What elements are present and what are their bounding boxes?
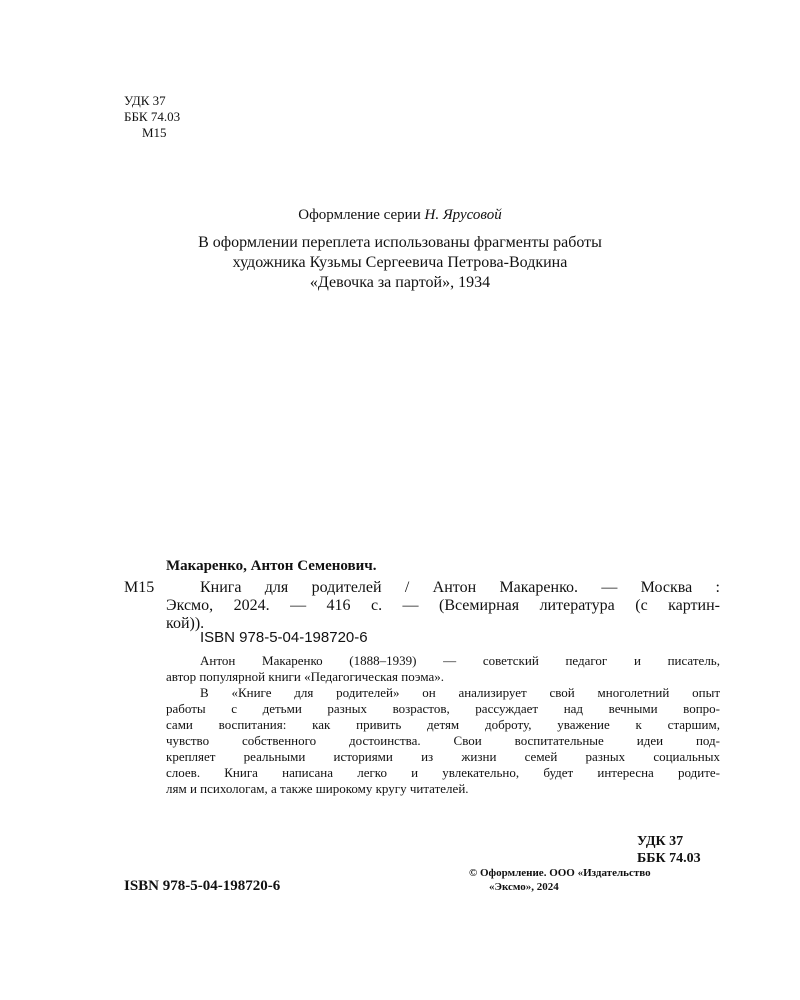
footer-classification-codes [637,833,701,867]
annotation-line: автор популярной книги «Педагогическая поэма». [166,669,445,684]
annotation-line: слоев. Книга написана легко и увлекательно, будет интересна родите- [166,765,720,780]
cover-note-line: художника Кузьмы Сергеевича Петрова-Водкина [232,254,568,271]
cover-note-line: В оформлении переплета использованы фрагменты работы [198,234,602,251]
copyright-line: © Оформление. ООО «Издательство [469,867,651,879]
series-design-label: Оформление серии [298,207,425,223]
description-line: Книга для родителей / Антон Макаренко. — Москва : [200,579,720,596]
isbn-record: ISBN 978-5-04-198720-6 [200,629,368,646]
copyright-notice [469,866,651,894]
description-line: кой)). [166,615,205,632]
author-mark: М15 [142,125,167,140]
annotation-line: лям и психологам, а также широкому кругу читателей. [166,781,469,796]
author-heading: Макаренко, Антон Семенович. [166,558,377,574]
annotation-line: сами воспитания: как привить детям доброту, уважение к старшим, [166,717,720,732]
footer-udk-code: УДК 37 [637,834,684,849]
footer-isbn: ISBN 978-5-04-198720-6 [124,878,281,894]
description-line: Эксмо, 2024. — 416 с. — (Всемирная литература (с картин- [166,597,720,614]
annotation-line: крепляет реальными историями из жизни семей разных социальных [166,749,720,764]
annotation-line: В «Книге для родителей» он анализирует свой многолетний опыт [200,685,720,700]
series-design-credit [0,205,800,225]
annotation [166,653,720,797]
classification-codes [124,93,180,141]
copyright-line: «Эксмо», 2024 [489,881,559,893]
udk-code: УДК 37 [124,93,166,108]
footer-bbk-code: ББК 74.03 [637,851,701,866]
annotation-line: чувство собственного достоинства. Свои воспитательные идеи под- [166,733,720,748]
bibliographic-description [166,579,720,633]
cover-note-line: «Девочка за партой», 1934 [309,274,491,291]
bibliographic-author-mark: М15 [124,579,155,596]
cover-artwork-note [0,233,800,293]
annotation-line: работы с детьми разных возрастов, рассуждает над вечными вопро- [166,701,720,716]
annotation-line: Антон Макаренко (1888–1939) — советский педагог и писатель, [200,653,720,668]
bbk-code: ББК 74.03 [124,109,181,124]
series-designer-name: Н. Ярусовой [424,207,502,223]
